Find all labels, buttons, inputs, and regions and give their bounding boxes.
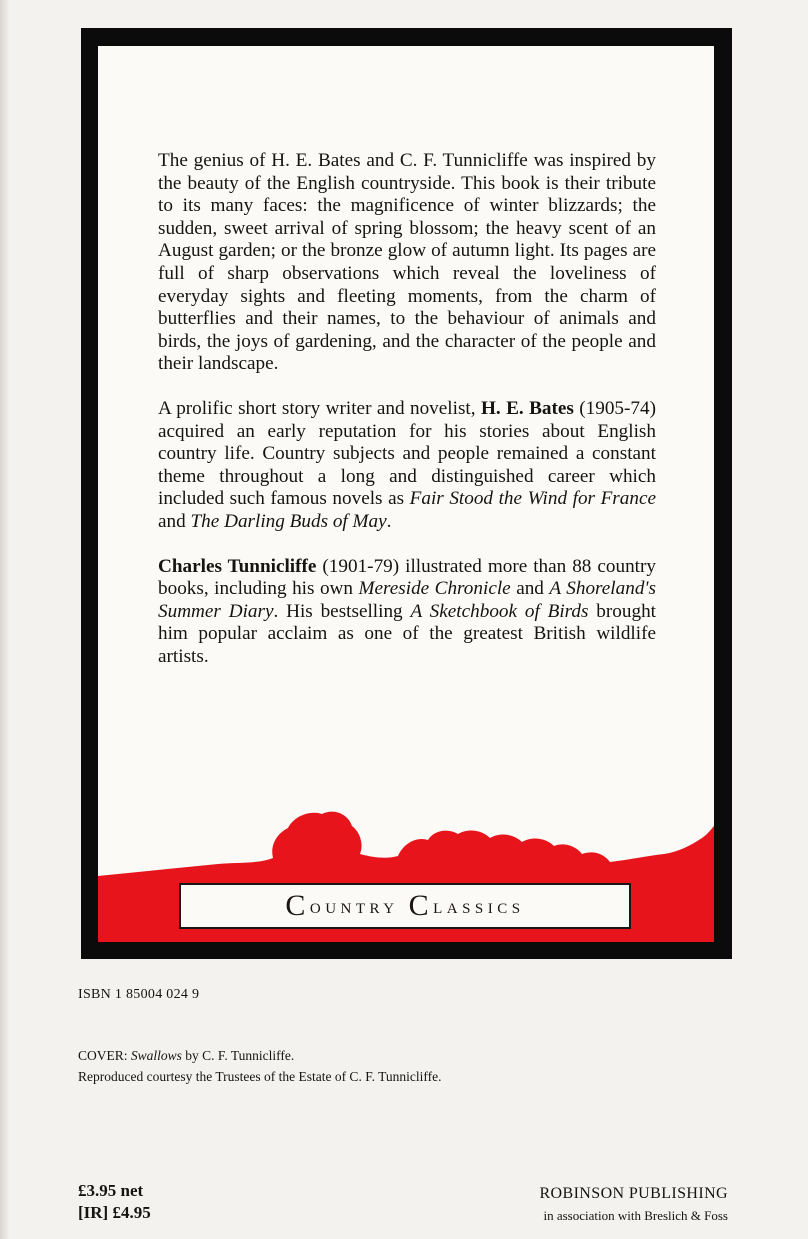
- novel-title-2: The Darling Buds of May: [190, 510, 387, 532]
- p2-text-d: .: [386, 510, 392, 532]
- blurb-text: [158, 150, 656, 690]
- blurb-paragraph-2: [158, 398, 656, 534]
- cover-credit-line-1: [78, 1045, 442, 1066]
- publisher-association: in association with Breslich & Foss: [543, 1208, 728, 1223]
- cover-credit-line-2: Reproduced courtesy the Trustees of the Estate of C. F. Tunnicliffe.: [78, 1069, 442, 1084]
- p3-text-c: . His bestselling: [273, 600, 411, 622]
- cover-label: COVER:: [78, 1048, 131, 1063]
- p2-text-a: A prolific short story writer and novelist,: [158, 397, 481, 419]
- series-word-1: ountry: [309, 893, 399, 918]
- p3-text-b: and: [510, 578, 550, 600]
- book-title-2: A Shoreland's Summer Diary: [158, 578, 656, 622]
- series-word-2: lassics: [433, 893, 525, 918]
- illustrator-name: Charles Tunnicliffe: [158, 555, 317, 577]
- p3-text-d: brought him popular acclaim as one of the greatest British wildlife artists.: [158, 600, 656, 667]
- series-title-box: [179, 883, 631, 929]
- p2-text-c: and: [158, 510, 191, 532]
- isbn-number: ISBN 1 85004 024 9: [78, 987, 200, 1002]
- cover-credit: [78, 1045, 442, 1087]
- blurb-paragraph-1: The genius of H. E. Bates and C. F. Tunnicliffe was inspired by the beauty of the English countryside. This book is their tribute to its many faces: the magnificence of winter blizzards; the sudden, sweet arrival of spring blossom; the heavy scent of an August garden; or the bronze glow of autumn light. Its pages are full of sharp observations which reveal the loveliness of everyday sights and fleeting moments, from the charm of butterflies and their names, to the behaviour of animals and birds, the joys of gardening, and the character of the people and their landscape.: [158, 150, 656, 375]
- cover-art-title: Swallows: [130, 1048, 182, 1063]
- price-ireland: [IR] £4.95: [78, 1203, 151, 1222]
- blurb-paragraph-3: [158, 556, 656, 669]
- series-initial-2: C: [408, 889, 434, 922]
- price-block: [78, 1180, 151, 1224]
- author-name-bates: H. E. Bates: [480, 397, 574, 419]
- p2-text-b: (1905-74) acquired an early reputation for his stories about English country life. Country subjects and people remained a constant theme throughout a long and distinguished career which included such famous novels as: [158, 397, 656, 510]
- cover-artist: by C. F. Tunnicliffe.: [181, 1048, 295, 1063]
- p3-text-a: (1901-79) illustrated more than 88 country books, including his own: [158, 555, 656, 600]
- price-uk: £3.95 net: [78, 1181, 144, 1200]
- publisher-name: ROBINSON PUBLISHING: [539, 1185, 728, 1202]
- novel-title-1: Fair Stood the Wind for France: [409, 488, 656, 510]
- spine-shadow: [0, 0, 10, 1239]
- series-initial-1: C: [285, 889, 310, 922]
- publisher-block: [539, 1183, 728, 1227]
- book-title-3: A Sketchbook of Birds: [410, 600, 589, 622]
- book-title-1: Mereside Chronicle: [358, 578, 511, 600]
